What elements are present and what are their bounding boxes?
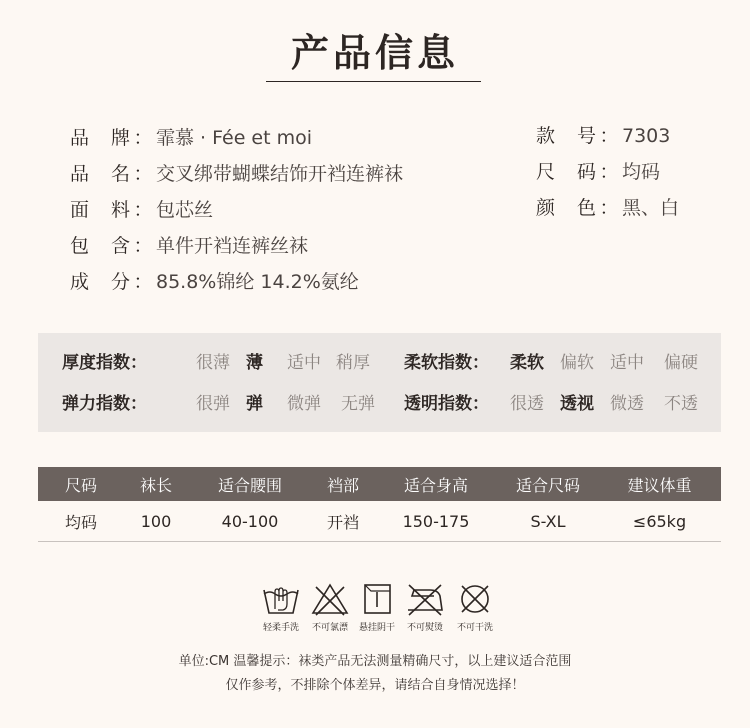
- care-label: 不可熨烫: [406, 623, 443, 633]
- index-label: 柔软指数：: [404, 353, 489, 373]
- info-value: 均码: [622, 161, 661, 183]
- elasticity-index: [62, 392, 382, 416]
- info-value: 包芯丝: [156, 199, 214, 221]
- info-colon: ：: [133, 127, 153, 149]
- table-header-cell: 适合身高: [403, 475, 468, 495]
- info-label: 成分: [70, 271, 130, 293]
- softness-index: [404, 351, 714, 375]
- index-option-selected: 透视: [560, 394, 594, 414]
- info-row-composition: [70, 270, 359, 294]
- index-option: 偏软: [560, 353, 594, 373]
- info-row-fabric: [70, 198, 213, 222]
- table-cell: 均码: [64, 512, 97, 532]
- info-colon: ：: [599, 125, 619, 147]
- index-option: 很透: [510, 394, 544, 414]
- table-cell: 40-100: [221, 511, 279, 531]
- index-label: 弹力指数：: [62, 394, 147, 414]
- care-item-hand-wash: [258, 582, 304, 633]
- table-header-cell: 适合尺码: [515, 475, 580, 495]
- care-item-no-iron: [402, 582, 448, 633]
- transparency-index: [404, 392, 714, 416]
- info-label: 面料: [70, 199, 130, 221]
- info-value: 交叉绑带蝴蝶结饰开裆连裤袜: [156, 163, 404, 185]
- table-cell: ≤65kg: [632, 511, 687, 531]
- index-option: 微透: [610, 394, 644, 414]
- info-value: 单件开裆连裤丝袜: [156, 235, 309, 257]
- info-colon: ：: [599, 161, 619, 183]
- table-row: [38, 501, 721, 542]
- info-row-style-no: [536, 124, 670, 148]
- care-label: 悬挂阴干: [358, 623, 395, 633]
- thickness-index: [62, 351, 382, 375]
- index-option: 稍厚: [336, 353, 370, 373]
- care-item-no-bleach: [307, 582, 353, 633]
- info-label: 品名: [70, 163, 130, 185]
- info-value: 黑、白: [622, 197, 680, 219]
- table-cell: S-XL: [530, 511, 566, 531]
- info-row-name: [70, 162, 403, 186]
- hang-dry-icon: [357, 582, 397, 616]
- table-cell: 100: [140, 511, 172, 531]
- care-item-no-dry-clean: [452, 582, 498, 633]
- info-value: 85.8%锦纶 14.2%氨纶: [156, 271, 359, 293]
- index-option: 微弹: [287, 394, 321, 414]
- info-label: 品牌: [70, 127, 130, 149]
- info-label: 包含: [70, 235, 130, 257]
- info-label: 颜色: [536, 197, 596, 219]
- info-label: 尺码: [536, 161, 596, 183]
- info-value: 7303: [622, 125, 671, 147]
- table-cell: 开裆: [326, 512, 359, 532]
- index-option: 偏硬: [664, 353, 698, 373]
- info-colon: ：: [133, 235, 153, 257]
- index-label: 透明指数：: [404, 394, 489, 414]
- info-colon: ：: [133, 163, 153, 185]
- index-label: 厚度指数：: [62, 353, 147, 373]
- index-option-selected: 弹: [246, 394, 263, 414]
- info-row-size: [536, 160, 660, 184]
- info-colon: ：: [133, 271, 153, 293]
- info-colon: ：: [133, 199, 153, 221]
- table-header-cell: 尺码: [64, 475, 97, 495]
- care-label: 轻柔手洗: [262, 623, 299, 633]
- index-option: 不透: [664, 394, 698, 414]
- table-header-cell: 袜长: [139, 475, 172, 495]
- info-row-brand: [70, 126, 312, 150]
- table-cell: 150-175: [402, 511, 470, 531]
- no-iron-icon: [404, 582, 446, 616]
- care-label: 不可干洗: [456, 623, 493, 633]
- index-panel: [38, 333, 721, 432]
- index-option: 很薄: [196, 353, 230, 373]
- table-header-cell: 建议体重: [627, 475, 692, 495]
- info-colon: ：: [599, 197, 619, 219]
- no-bleach-icon: [310, 582, 350, 616]
- table-header-cell: 裆部: [326, 475, 359, 495]
- info-row-color: [536, 196, 679, 220]
- index-option: 很弹: [196, 394, 230, 414]
- note-line-2: 仅作参考，不排除个体差异，请结合自身情况选择！: [225, 678, 525, 693]
- care-item-hang-dry: [354, 582, 400, 633]
- care-label: 不可氯漂: [311, 623, 348, 633]
- info-value: 霏慕 · Fée et moi: [156, 127, 313, 149]
- page-title: 产品信息: [290, 30, 459, 75]
- index-option: 无弹: [341, 394, 375, 414]
- hand-wash-icon: [261, 582, 301, 616]
- table-header-cell: 适合腰围: [217, 475, 282, 495]
- index-option: 适中: [610, 353, 644, 373]
- info-label: 款号: [536, 125, 596, 147]
- info-row-contents: [70, 234, 308, 258]
- index-option: 适中: [287, 353, 321, 373]
- no-tumble-dry-icon: [455, 582, 495, 616]
- note-line-1: 单位:CM 温馨提示：袜类产品无法测量精确尺寸，以上建议适合范围: [178, 654, 572, 669]
- title-underline: [266, 81, 481, 82]
- size-table: [38, 467, 721, 542]
- index-option-selected: 柔软: [510, 353, 544, 373]
- table-header: [38, 467, 721, 501]
- index-option-selected: 薄: [246, 353, 263, 373]
